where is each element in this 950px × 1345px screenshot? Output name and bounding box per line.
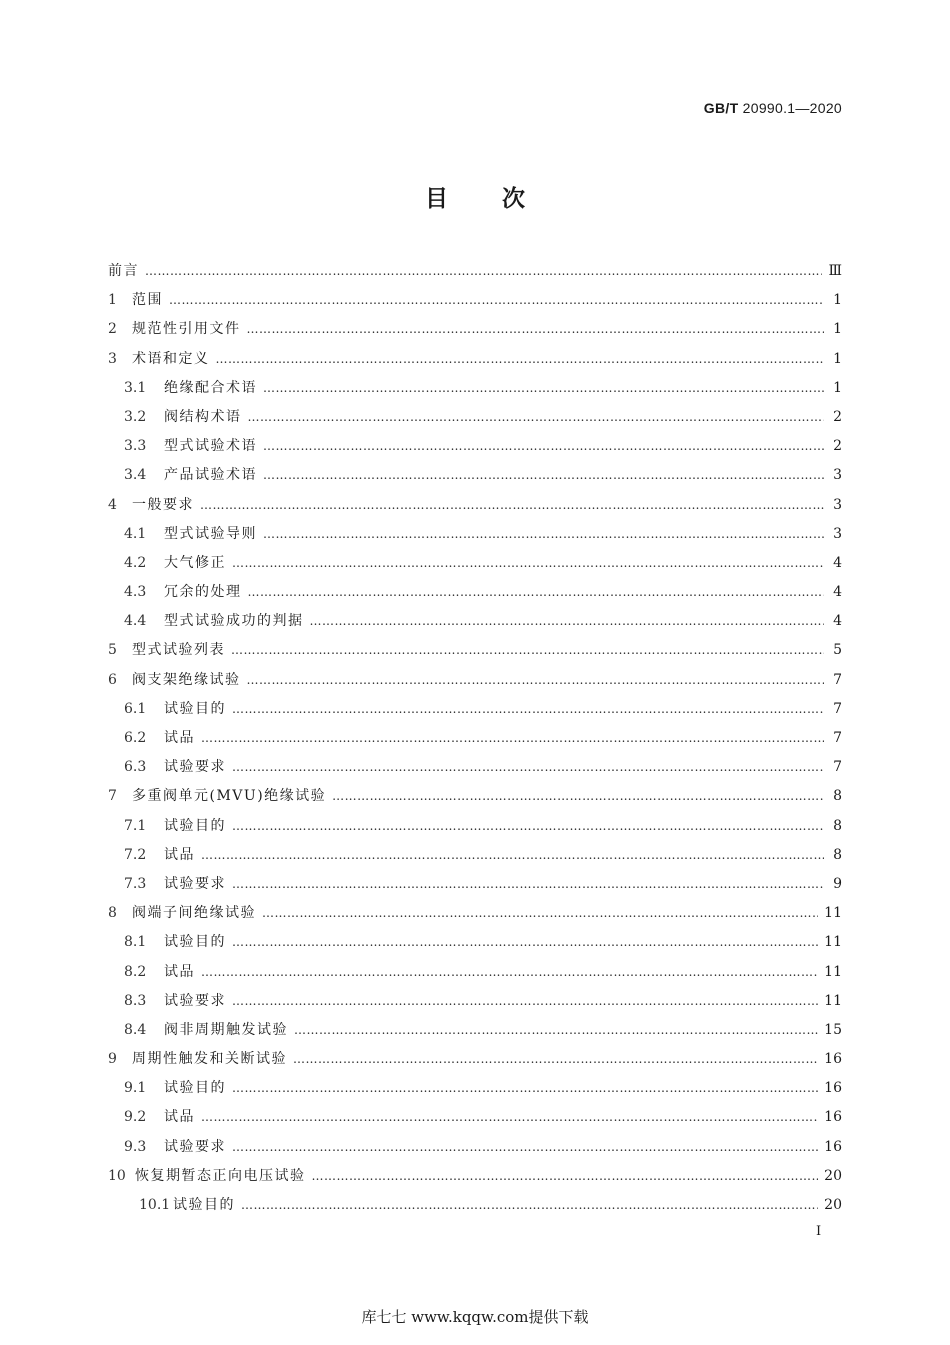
toc-leader-dots xyxy=(247,670,825,690)
toc-entry-page: 16 xyxy=(824,1138,842,1155)
toc-leader-dots xyxy=(232,699,824,719)
standard-code xyxy=(704,100,842,116)
toc-leader-dots xyxy=(201,845,824,865)
toc-entry[interactable] xyxy=(108,757,842,786)
toc-entry-number: 6.2 xyxy=(124,730,147,746)
toc-entry-page: 3 xyxy=(833,525,842,542)
toc-entry-number: 3.2 xyxy=(124,408,147,425)
toc-entry-title: 规范性引用文件 xyxy=(132,321,241,338)
toc-entry-page: 16 xyxy=(824,1109,842,1126)
toc-entry-number: 7.3 xyxy=(124,875,147,892)
toc-entry-title: 试验目的 xyxy=(173,1197,235,1213)
page-title xyxy=(0,180,950,213)
toc-entry[interactable] xyxy=(108,407,842,436)
toc-entry-number: 4.4 xyxy=(124,613,147,630)
toc-entry-page: 15 xyxy=(824,1021,842,1038)
toc-entry-title: 型式试验列表 xyxy=(132,642,225,659)
toc-entry-number: 3.3 xyxy=(124,438,147,455)
toc-entry[interactable] xyxy=(108,349,842,378)
toc-entry[interactable] xyxy=(108,1049,842,1078)
toc-entry-title: 试品 xyxy=(164,730,195,746)
toc-entry[interactable] xyxy=(108,290,842,319)
toc-leader-dots xyxy=(200,495,824,515)
toc-entry-page: 11 xyxy=(824,963,842,980)
toc-entry-page: 4 xyxy=(833,584,842,601)
toc-entry-number: 9.3 xyxy=(124,1138,147,1155)
toc-entry-page: 2 xyxy=(833,408,842,425)
toc-entry-page: 11 xyxy=(824,992,842,1009)
toc-entry-page: 7 xyxy=(833,700,842,717)
page-number: Ⅰ xyxy=(816,1224,822,1239)
toc-entry-number: 8.4 xyxy=(124,1021,147,1038)
toc-leader-dots xyxy=(169,290,824,310)
toc-leader-dots xyxy=(145,261,822,281)
toc-entry[interactable] xyxy=(108,932,842,961)
toc-entry[interactable] xyxy=(108,582,842,611)
toc-entry-page: 4 xyxy=(833,613,842,630)
toc-entry-number: 3.4 xyxy=(124,467,147,484)
toc-entry-number: 6 xyxy=(108,671,117,688)
toc-entry[interactable] xyxy=(108,640,842,669)
toc-entry-number: 7.2 xyxy=(124,846,147,863)
toc-entry-page: 9 xyxy=(833,875,842,892)
toc-entry-number: 6.3 xyxy=(124,759,147,776)
toc-entry-title: 试品 xyxy=(164,846,195,863)
toc-entry-title: 阀非周期触发试验 xyxy=(164,1021,288,1038)
toc-entry-number: 4.1 xyxy=(124,525,147,542)
toc-entry-number: 10 xyxy=(108,1167,126,1184)
toc-entry-number: 8 xyxy=(108,905,117,922)
toc-entry[interactable] xyxy=(108,816,842,845)
toc-leader-dots xyxy=(293,1049,818,1069)
toc-leader-dots xyxy=(241,1195,818,1215)
toc-entry-page: 16 xyxy=(824,1051,842,1068)
toc-leader-dots xyxy=(294,1020,818,1040)
toc-entry-page: 1 xyxy=(833,379,842,396)
toc-entry-number: 4.3 xyxy=(124,584,147,601)
toc-entry[interactable] xyxy=(108,728,842,757)
toc-entry-page: 1 xyxy=(833,350,842,367)
toc-entry-title: 阀端子间绝缘试验 xyxy=(132,905,256,922)
toc-leader-dots xyxy=(247,319,825,339)
table-of-contents xyxy=(108,261,842,1224)
toc-entry-title: 范围 xyxy=(132,292,163,309)
toc-leader-dots xyxy=(232,816,824,836)
toc-entry-number: 4 xyxy=(108,496,117,513)
toc-leader-dots xyxy=(201,728,824,748)
toc-entry-title: 试验目的 xyxy=(164,817,226,834)
toc-entry[interactable] xyxy=(108,874,842,903)
toc-entry-number: 8.2 xyxy=(124,963,147,980)
toc-leader-dots xyxy=(232,757,824,777)
toc-entry-page: 1 xyxy=(833,321,842,338)
toc-entry-title: 试品 xyxy=(164,963,195,980)
toc-leader-dots xyxy=(263,524,824,544)
toc-entry-number: 5 xyxy=(108,642,117,659)
toc-entry-title: 冗余的处理 xyxy=(164,584,242,601)
toc-entry-page: 8 xyxy=(833,788,842,805)
toc-entry[interactable] xyxy=(108,903,842,932)
toc-leader-dots xyxy=(248,582,825,602)
toc-entry-title: 产品试验术语 xyxy=(164,467,257,484)
toc-entry[interactable] xyxy=(108,1166,842,1195)
toc-entry[interactable] xyxy=(108,524,842,553)
toc-entry-page: 7 xyxy=(833,671,842,688)
toc-entry-title: 试品 xyxy=(164,1109,195,1126)
toc-entry-page: 2 xyxy=(833,438,842,455)
toc-leader-dots xyxy=(232,1137,818,1157)
toc-entry-title: 绝缘配合术语 xyxy=(164,379,257,396)
toc-entry-number: 1 xyxy=(108,292,117,309)
toc-entry-number: 6.1 xyxy=(124,700,147,717)
toc-entry-title: 试验目的 xyxy=(164,1080,226,1097)
toc-entry[interactable] xyxy=(108,553,842,582)
toc-entry-title: 多重阀单元(MVU)绝缘试验 xyxy=(132,788,327,805)
toc-entry[interactable] xyxy=(108,1020,842,1049)
toc-entry-page: 16 xyxy=(824,1080,842,1097)
toc-entry-title: 恢复期暂态正向电压试验 xyxy=(135,1167,306,1184)
toc-leader-dots xyxy=(231,640,824,660)
toc-entry-page: 20 xyxy=(824,1167,842,1184)
toc-entry-number: 4.2 xyxy=(124,554,147,571)
toc-entry[interactable] xyxy=(108,786,842,815)
toc-leader-dots xyxy=(248,407,825,427)
toc-leader-dots xyxy=(216,349,825,369)
toc-leader-dots xyxy=(232,991,818,1011)
toc-entry-page: 11 xyxy=(824,934,842,951)
toc-entry[interactable] xyxy=(108,319,842,348)
toc-entry-title: 试验目的 xyxy=(164,700,226,717)
toc-entry-title: 前言 xyxy=(108,263,139,279)
toc-entry-page: 7 xyxy=(833,730,842,746)
toc-entry-title: 术语和定义 xyxy=(132,350,210,367)
toc-entry-number: 2 xyxy=(108,321,117,338)
standard-code-prefix: GB/T xyxy=(703,100,739,116)
toc-entry-page: 11 xyxy=(824,905,842,922)
toc-entry-title: 型式试验术语 xyxy=(164,438,257,455)
toc-entry[interactable] xyxy=(108,845,842,874)
toc-entry-number: 8.3 xyxy=(124,992,147,1009)
toc-entry-number: 3 xyxy=(108,350,117,367)
toc-entry-title: 一般要求 xyxy=(132,496,194,513)
toc-leader-dots xyxy=(332,786,824,806)
download-footer: 库七七 www.kqqw.com提供下载 xyxy=(361,1308,589,1326)
toc-entry-title: 型式试验导则 xyxy=(164,525,257,542)
toc-entry-page: 8 xyxy=(833,817,842,834)
toc-entry-number: 9 xyxy=(108,1051,117,1068)
toc-leader-dots xyxy=(262,903,818,923)
toc-entry[interactable] xyxy=(108,378,842,407)
title-char-1: 目 xyxy=(425,185,448,212)
toc-entry-number: 9.2 xyxy=(124,1109,147,1126)
toc-entry-page: 8 xyxy=(833,846,842,863)
toc-entry-title: 试验要求 xyxy=(164,992,226,1009)
toc-entry[interactable] xyxy=(108,1137,842,1166)
toc-entry-title: 试验要求 xyxy=(164,1138,226,1155)
toc-entry-number: 3.1 xyxy=(124,379,147,396)
toc-entry-title: 周期性触发和关断试验 xyxy=(132,1051,287,1068)
toc-leader-dots xyxy=(232,1078,818,1098)
toc-entry[interactable] xyxy=(108,1195,842,1224)
toc-entry-title: 试验要求 xyxy=(164,875,226,892)
toc-leader-dots xyxy=(312,1166,819,1186)
toc-entry-title: 试验要求 xyxy=(164,759,226,776)
toc-entry-title: 阀结构术语 xyxy=(164,408,242,425)
toc-entry-page: 7 xyxy=(833,759,842,776)
toc-entry-title: 阀支架绝缘试验 xyxy=(132,671,241,688)
toc-entry[interactable] xyxy=(108,495,842,524)
toc-leader-dots xyxy=(232,553,824,573)
toc-entry-page: 3 xyxy=(833,467,842,484)
toc-entry-number: 7.1 xyxy=(124,817,147,834)
toc-entry[interactable] xyxy=(108,261,842,290)
toc-entry[interactable] xyxy=(108,611,842,640)
toc-leader-dots xyxy=(263,465,824,485)
toc-entry-page: 20 xyxy=(824,1197,842,1213)
toc-entry-number: 8.1 xyxy=(124,934,147,951)
toc-entry-page: 3 xyxy=(833,496,842,513)
toc-entry[interactable] xyxy=(108,962,842,991)
toc-entry[interactable] xyxy=(108,991,842,1020)
toc-entry[interactable] xyxy=(108,699,842,728)
toc-leader-dots xyxy=(201,1107,818,1127)
toc-entry-page: 1 xyxy=(833,292,842,309)
toc-entry-page: 5 xyxy=(833,642,842,659)
toc-leader-dots xyxy=(232,932,818,952)
toc-entry-page: 4 xyxy=(833,554,842,571)
toc-entry-title: 大气修正 xyxy=(164,554,226,571)
toc-entry[interactable] xyxy=(108,1078,842,1107)
standard-code-number: 20990.1—2020 xyxy=(742,100,842,116)
toc-entry-title: 型式试验成功的判据 xyxy=(164,613,304,630)
toc-entry-title: 试验目的 xyxy=(164,934,226,951)
toc-entry[interactable] xyxy=(108,1107,842,1136)
toc-entry[interactable] xyxy=(108,436,842,465)
title-char-2: 次 xyxy=(502,185,525,212)
toc-leader-dots xyxy=(310,611,825,631)
toc-entry-number: 10.1 xyxy=(139,1197,171,1213)
toc-entry[interactable] xyxy=(108,670,842,699)
toc-entry-page: Ⅲ xyxy=(828,263,842,279)
toc-entry-number: 7 xyxy=(108,788,117,805)
toc-leader-dots xyxy=(263,436,824,456)
toc-entry-number: 9.1 xyxy=(124,1080,147,1097)
toc-leader-dots xyxy=(201,962,818,982)
toc-leader-dots xyxy=(232,874,824,894)
toc-entry[interactable] xyxy=(108,465,842,494)
toc-leader-dots xyxy=(263,378,824,398)
